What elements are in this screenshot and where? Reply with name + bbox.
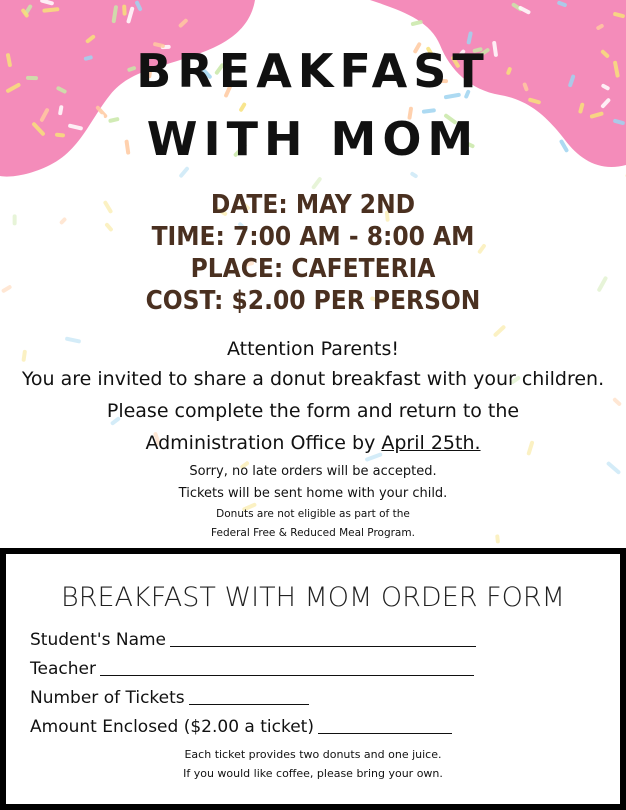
student-name-label: Student's Name [30, 630, 167, 650]
order-form-title: BREAKFAST WITH MOM ORDER FORM [61, 582, 565, 613]
sprinkle [122, 5, 127, 16]
event-cost: COST: $2.00 PER PERSON [145, 286, 481, 316]
number-of-tickets-line[interactable] [189, 703, 309, 705]
flyer-title-line1: BREAKFAST [136, 44, 490, 98]
coffee-note: If you would like coffee, please bring your own. [183, 767, 443, 780]
deadline-date: April 25th. [381, 432, 481, 454]
student-name-line[interactable] [170, 645, 476, 647]
attention-text: Attention Parents! [226, 338, 400, 360]
donuts-eligibility-line1: Donuts are not eligible as part of the [216, 508, 410, 520]
teacher-field[interactable] [30, 659, 474, 679]
amount-enclosed-label: Amount Enclosed ($2.00 a ticket) [30, 717, 314, 737]
sprinkle [493, 324, 507, 337]
teacher-line[interactable] [100, 674, 474, 676]
number-of-tickets-label: Number of Tickets [30, 688, 185, 708]
amount-enclosed-line[interactable] [318, 732, 452, 734]
amount-enclosed-field[interactable] [30, 717, 452, 737]
teacher-label: Teacher [30, 659, 96, 679]
flyer-title-line2: WITH MOM [146, 112, 480, 166]
number-of-tickets-field[interactable] [30, 688, 309, 708]
donuts-eligibility-line2: Federal Free & Reduced Meal Program. [211, 527, 415, 539]
office-text [0, 432, 626, 454]
invite-text: You are invited to share a donut breakfast with your children. [21, 368, 605, 390]
complete-form-text: Please complete the form and return to the [106, 400, 520, 422]
event-date: DATE: MAY 2ND [210, 190, 416, 220]
no-late-orders-text: Sorry, no late orders will be accepted. [189, 464, 437, 479]
order-form [0, 548, 626, 810]
tickets-home-text: Tickets will be sent home with your child. [178, 486, 448, 501]
event-time: TIME: 7:00 AM - 8:00 AM [151, 222, 475, 252]
student-name-field[interactable] [30, 630, 476, 650]
office-prefix: Administration Office by [145, 432, 382, 454]
event-place: PLACE: CAFETERIA [190, 254, 436, 284]
ticket-includes-note: Each ticket provides two donuts and one juice. [184, 748, 442, 761]
